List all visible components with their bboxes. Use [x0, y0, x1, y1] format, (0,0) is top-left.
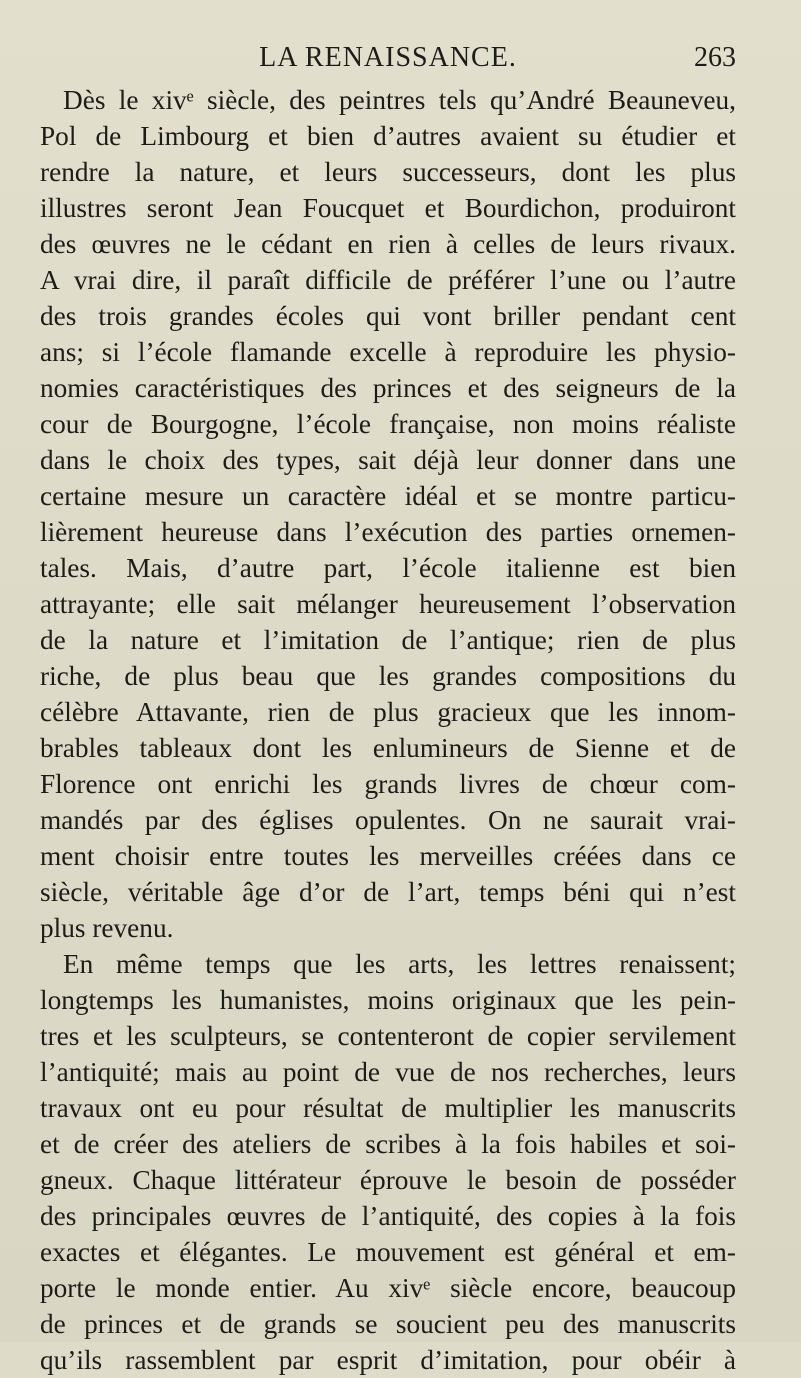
text-line: travaux ont eu pour résultat de multiplier les manuscrits	[40, 1093, 736, 1123]
text-line: célèbre Attavante, rien de plus gracieux que les innom-	[40, 697, 736, 727]
text-line: et de créer des ateliers de scribes à la fois habiles et soi-	[40, 1129, 736, 1159]
text-line: de princes et de grands se soucient peu des manuscrits	[40, 1309, 736, 1339]
text-line: lièrement heureuse dans l’exécution des parties ornemen-	[40, 517, 736, 547]
page-header	[40, 42, 736, 82]
text-line: brables tableaux dont les enlumineurs de Sienne et de	[40, 733, 736, 763]
text-line: riche, de plus beau que les grandes compositions du	[40, 661, 736, 691]
text-line: certaine mesure un caractère idéal et se montre particu-	[40, 481, 736, 511]
running-title: LA RENAISSANCE.	[259, 42, 517, 73]
body-text	[40, 82, 736, 1378]
text-line: des œuvres ne le cédant en rien à celles de leurs rivaux.	[40, 229, 736, 259]
text-line: Pol de Limbourg et bien d’autres avaient su étudier et	[40, 121, 736, 151]
text-line: ment choisir entre toutes les merveilles créées dans ce	[40, 841, 736, 871]
text-line: l’antiquité; mais au point de vue de nos recherches, leurs	[40, 1057, 736, 1087]
text-line: illustres seront Jean Foucquet et Bourdichon, produiront	[40, 193, 736, 223]
text-line: de la nature et l’imitation de l’antique; rien de plus	[40, 625, 736, 655]
text-line: des principales œuvres de l’antiquité, des copies à la fois	[40, 1201, 736, 1231]
text-line: siècle, véritable âge d’or de l’art, temps béni qui n’est	[40, 877, 736, 907]
text-line: En même temps que les arts, les lettres renaissent;	[63, 949, 736, 979]
text-line: tres et les sculpteurs, se contenteront de copier servilement	[40, 1021, 736, 1051]
text-line: Dès le xivᵉ siècle, des peintres tels qu’André Beauneveu,	[63, 85, 736, 115]
text-line: qu’ils rassemblent par esprit d’imitation, pour obéir à	[40, 1345, 736, 1375]
text-line: porte le monde entier. Au xivᵉ siècle encore, beaucoup	[40, 1273, 736, 1303]
text-line: mandés par des églises opulentes. On ne saurait vrai-	[40, 805, 736, 835]
text-line: rendre la nature, et leurs successeurs, dont les plus	[40, 157, 736, 187]
text-line: tales. Mais, d’autre part, l’école italienne est bien	[40, 553, 736, 583]
text-line: attrayante; elle sait mélanger heureusement l’observation	[40, 589, 736, 619]
text-line: longtemps les humanistes, moins originaux que les pein-	[40, 985, 736, 1015]
text-line: A vrai dire, il paraît difficile de préférer l’une ou l’autre	[40, 265, 736, 295]
text-line: ans; si l’école flamande excelle à reproduire les physio-	[40, 337, 736, 367]
text-line: dans le choix des types, sait déjà leur donner dans une	[40, 445, 736, 475]
text-line: nomies caractéristiques des princes et des seigneurs de la	[40, 373, 736, 403]
text-line: des trois grandes écoles qui vont briller pendant cent	[40, 301, 736, 331]
text-line: exactes et élégantes. Le mouvement est général et em-	[40, 1237, 736, 1267]
text-line: Florence ont enrichi les grands livres de chœur com-	[40, 769, 736, 799]
text-line: plus revenu.	[40, 913, 174, 943]
text-line: gneux. Chaque littérateur éprouve le besoin de posséder	[40, 1165, 736, 1195]
text-line: cour de Bourgogne, l’école française, non moins réaliste	[40, 409, 736, 439]
page-number: 263	[694, 42, 736, 73]
